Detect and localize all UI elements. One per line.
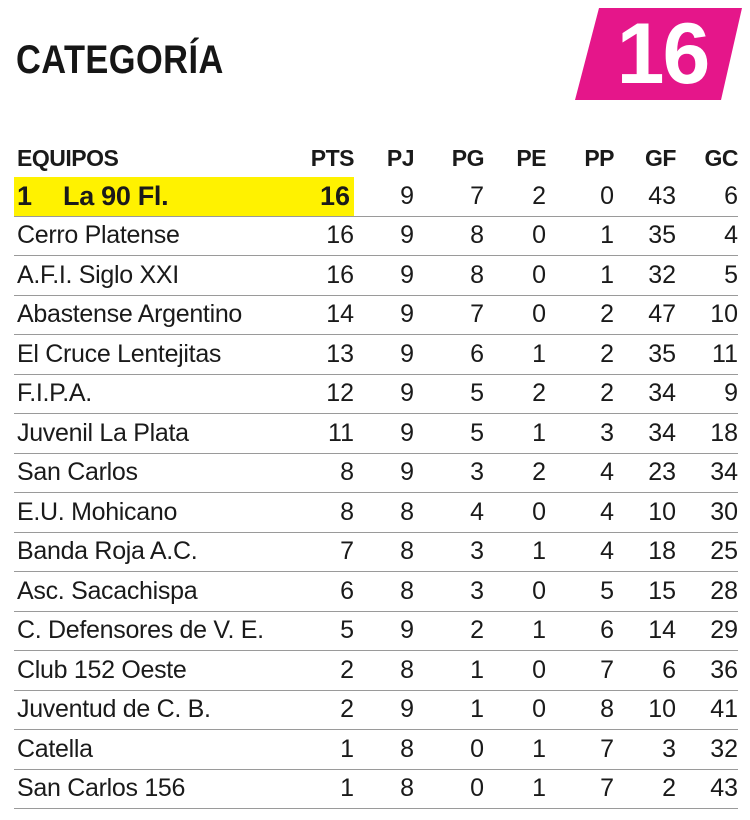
- header-pp: PP: [584, 145, 614, 171]
- cell-pp: 7: [546, 730, 614, 770]
- cell-pg: 4: [414, 493, 484, 533]
- cell-pe: 0: [484, 690, 546, 730]
- cell-pj: 9: [354, 374, 414, 414]
- cell-pe: 0: [484, 493, 546, 533]
- cell-team: Banda Roja A.C.: [14, 532, 304, 572]
- cell-pp: 4: [546, 453, 614, 493]
- cell-pts: 13: [304, 335, 354, 375]
- leader-pg: 7: [414, 177, 484, 216]
- table-row: [14, 769, 738, 809]
- cell-team: Juvenil La Plata: [14, 414, 304, 454]
- cell-team: A.F.I. Siglo XXI: [14, 256, 304, 296]
- header-pe: PE: [516, 145, 546, 171]
- cell-pp: 4: [546, 493, 614, 533]
- header-pg: PG: [451, 145, 484, 171]
- cell-gc: 41: [676, 690, 738, 730]
- table-row: [14, 335, 738, 375]
- cell-pe: 1: [484, 414, 546, 454]
- table-row: [14, 216, 738, 256]
- table-row: [14, 651, 738, 691]
- cell-gf: 3: [614, 730, 676, 770]
- cell-pg: 2: [414, 611, 484, 651]
- cell-gf: 18: [614, 532, 676, 572]
- cell-gc: 9: [676, 374, 738, 414]
- table-row: [14, 532, 738, 572]
- cell-pj: 8: [354, 730, 414, 770]
- cell-gf: 2: [614, 769, 676, 809]
- cell-pj: 8: [354, 493, 414, 533]
- cell-gf: 35: [614, 335, 676, 375]
- leader-gf: 43: [614, 177, 676, 216]
- cell-team: F.I.P.A.: [14, 374, 304, 414]
- cell-team: San Carlos: [14, 453, 304, 493]
- cell-pj: 9: [354, 453, 414, 493]
- cell-team: San Carlos 156: [14, 769, 304, 809]
- cell-pts: 1: [304, 730, 354, 770]
- cell-gf: 35: [614, 216, 676, 256]
- cell-pp: 4: [546, 532, 614, 572]
- cell-pp: 5: [546, 572, 614, 612]
- leader-pts: 16: [304, 177, 354, 216]
- table-row: [14, 611, 738, 651]
- leader-pe: 2: [484, 177, 546, 216]
- cell-pp: 6: [546, 611, 614, 651]
- cell-pe: 1: [484, 335, 546, 375]
- cell-pp: 1: [546, 216, 614, 256]
- cell-pe: 0: [484, 651, 546, 691]
- cell-pp: 8: [546, 690, 614, 730]
- cell-team: Juventud de C. B.: [14, 690, 304, 730]
- cell-gc: 18: [676, 414, 738, 454]
- cell-pg: 5: [414, 414, 484, 454]
- cell-gc: 25: [676, 532, 738, 572]
- cell-gf: 14: [614, 611, 676, 651]
- cell-pj: 9: [354, 690, 414, 730]
- table-row: [14, 414, 738, 454]
- category-badge: [575, 8, 742, 100]
- cell-gf: 34: [614, 414, 676, 454]
- cell-pts: 8: [304, 493, 354, 533]
- cell-pp: 3: [546, 414, 614, 454]
- cell-pts: 16: [304, 256, 354, 296]
- cell-pg: 8: [414, 216, 484, 256]
- cell-pj: 9: [354, 295, 414, 335]
- cell-gf: 10: [614, 493, 676, 533]
- cell-pg: 6: [414, 335, 484, 375]
- cell-pts: 5: [304, 611, 354, 651]
- cell-pg: 1: [414, 690, 484, 730]
- header-gf: GF: [645, 145, 676, 171]
- cell-gc: 11: [676, 335, 738, 375]
- cell-pj: 9: [354, 256, 414, 296]
- cell-pts: 2: [304, 690, 354, 730]
- cell-pe: 0: [484, 572, 546, 612]
- cell-pj: 9: [354, 414, 414, 454]
- cell-pg: 1: [414, 651, 484, 691]
- table-row: [14, 256, 738, 296]
- cell-pg: 3: [414, 532, 484, 572]
- cell-gc: 29: [676, 611, 738, 651]
- cell-pts: 11: [304, 414, 354, 454]
- cell-pts: 7: [304, 532, 354, 572]
- cell-pe: 0: [484, 295, 546, 335]
- cell-team: Cerro Platense: [14, 216, 304, 256]
- cell-pp: 2: [546, 295, 614, 335]
- cell-pp: 7: [546, 769, 614, 809]
- cell-pts: 6: [304, 572, 354, 612]
- cell-pg: 8: [414, 256, 484, 296]
- cell-team: Abastense Argentino: [14, 295, 304, 335]
- cell-gf: 15: [614, 572, 676, 612]
- cell-team: El Cruce Lentejitas: [14, 335, 304, 375]
- table-row: [14, 295, 738, 335]
- table-row: [14, 453, 738, 493]
- leader-pj: 9: [354, 177, 414, 216]
- cell-pe: 1: [484, 611, 546, 651]
- cell-pe: 1: [484, 730, 546, 770]
- cell-pj: 8: [354, 651, 414, 691]
- category-number: 16: [616, 6, 709, 102]
- cell-pg: 3: [414, 453, 484, 493]
- cell-gc: 30: [676, 493, 738, 533]
- table-row: [14, 730, 738, 770]
- cell-gf: 32: [614, 256, 676, 296]
- cell-gf: 34: [614, 374, 676, 414]
- header-pts: PTS: [310, 145, 354, 171]
- table-row: [14, 690, 738, 730]
- cell-pe: 1: [484, 532, 546, 572]
- cell-pe: 0: [484, 256, 546, 296]
- cell-pts: 2: [304, 651, 354, 691]
- leader-rank: 1: [17, 180, 32, 211]
- leader-pp: 0: [546, 177, 614, 216]
- cell-pp: 2: [546, 335, 614, 375]
- table-row: [14, 572, 738, 612]
- cell-pg: 3: [414, 572, 484, 612]
- cell-team: Club 152 Oeste: [14, 651, 304, 691]
- cell-pj: 8: [354, 532, 414, 572]
- cell-pj: 8: [354, 572, 414, 612]
- cell-gc: 32: [676, 730, 738, 770]
- cell-pp: 1: [546, 256, 614, 296]
- cell-team: Catella: [14, 730, 304, 770]
- cell-pj: 9: [354, 335, 414, 375]
- leader-team-cell: [14, 177, 304, 216]
- cell-pp: 2: [546, 374, 614, 414]
- cell-pts: 8: [304, 453, 354, 493]
- table-header-row: [14, 140, 738, 177]
- header-gc: GC: [704, 145, 738, 171]
- cell-pts: 12: [304, 374, 354, 414]
- cell-gf: 23: [614, 453, 676, 493]
- cell-pe: 2: [484, 453, 546, 493]
- cell-gc: 34: [676, 453, 738, 493]
- standings-table: [14, 140, 738, 809]
- cell-team: C. Defensores de V. E.: [14, 611, 304, 651]
- leader-row: [14, 177, 738, 216]
- cell-gc: 5: [676, 256, 738, 296]
- cell-pe: 1: [484, 769, 546, 809]
- header-equipos: EQUIPOS: [17, 145, 119, 171]
- cell-gc: 28: [676, 572, 738, 612]
- cell-gc: 4: [676, 216, 738, 256]
- cell-pe: 0: [484, 216, 546, 256]
- page-title: CATEGORÍA: [16, 38, 224, 82]
- cell-gc: 10: [676, 295, 738, 335]
- cell-gf: 47: [614, 295, 676, 335]
- cell-pts: 14: [304, 295, 354, 335]
- cell-team: E.U. Mohicano: [14, 493, 304, 533]
- cell-pts: 16: [304, 216, 354, 256]
- table-row: [14, 374, 738, 414]
- cell-pe: 2: [484, 374, 546, 414]
- cell-pj: 9: [354, 611, 414, 651]
- cell-pg: 0: [414, 730, 484, 770]
- cell-gc: 43: [676, 769, 738, 809]
- cell-gc: 36: [676, 651, 738, 691]
- cell-pj: 8: [354, 769, 414, 809]
- cell-pj: 9: [354, 216, 414, 256]
- cell-pg: 7: [414, 295, 484, 335]
- cell-pg: 5: [414, 374, 484, 414]
- cell-pp: 7: [546, 651, 614, 691]
- cell-gf: 6: [614, 651, 676, 691]
- table-row: [14, 493, 738, 533]
- cell-pts: 1: [304, 769, 354, 809]
- cell-team: Asc. Sacachispa: [14, 572, 304, 612]
- cell-pg: 0: [414, 769, 484, 809]
- leader-team-name: La 90 Fl.: [63, 180, 169, 211]
- header-pj: PJ: [386, 145, 414, 171]
- cell-gf: 10: [614, 690, 676, 730]
- leader-gc: 6: [676, 177, 738, 216]
